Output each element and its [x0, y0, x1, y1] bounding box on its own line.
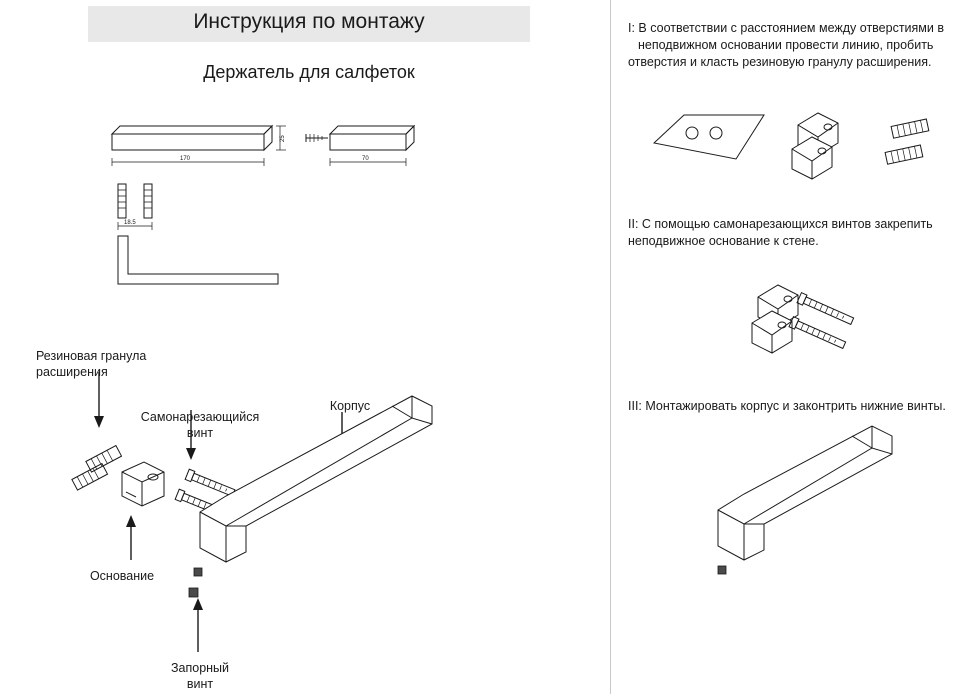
- arrow-base: [126, 515, 136, 560]
- callout-body: Корпус: [329, 399, 371, 413]
- base-blocks-step2: [752, 285, 798, 353]
- instruction-step-1: [628, 20, 968, 71]
- holder-outline-front-view: [118, 236, 278, 284]
- screws-step2: [789, 293, 854, 351]
- step-2-line-1: II: С помощью самонарезающихся винтов закрепить: [628, 217, 933, 231]
- base-blocks-part: [792, 113, 838, 179]
- dimension-height: [276, 126, 286, 150]
- exploded-assembly-drawing: [40, 340, 470, 660]
- arrow-granule: [94, 372, 104, 428]
- svg-text:70: 70: [362, 156, 369, 162]
- callout-base: Основание: [89, 569, 155, 583]
- callout-lock-screw: [140, 660, 260, 692]
- callout-screw-line1: Самонарезающийся: [140, 410, 260, 424]
- step-2-parts-drawing: [740, 275, 900, 380]
- step-3-assembly-drawing: [700, 420, 930, 580]
- svg-text:25: 25: [280, 135, 286, 142]
- technical-drawing-top: [100, 112, 420, 292]
- step-1-parts-drawing: [640, 105, 960, 195]
- step-3-line-1: III: Монтажировать корпус и законтрить нижние винты.: [628, 399, 946, 413]
- callout-screw-line2: винт: [186, 426, 214, 440]
- anchor-pair: [118, 184, 152, 230]
- step-1-line-3: отверстия и класть резиновую гранулу расширения.: [628, 55, 932, 69]
- instruction-step-2: [628, 216, 968, 250]
- bar-end-view: [330, 126, 414, 166]
- dimension-length: [112, 156, 264, 166]
- step-2-line-2: неподвижное основание к стене.: [628, 234, 819, 248]
- step-1-line-2: неподвижном основании провести линию, пробить: [638, 38, 934, 52]
- base-block-part: [122, 462, 164, 506]
- lock-screw-part: [189, 568, 202, 597]
- callout-granule-line2: расширения: [36, 365, 108, 379]
- column-divider: [610, 0, 611, 694]
- page-title: Инструкция по монтажу: [193, 10, 425, 33]
- callout-granule: [36, 348, 176, 380]
- callout-lock-line2: винт: [186, 677, 214, 691]
- granules-part: [885, 119, 929, 164]
- screw-small-icon: [306, 134, 328, 142]
- callout-granule-line1: Резиновая гранула: [36, 349, 147, 363]
- rubber-granule-part: [72, 446, 122, 491]
- callout-lock-line1: Запорный: [170, 661, 230, 675]
- lock-screw-step3: [718, 566, 726, 574]
- callout-screw: [130, 409, 270, 441]
- product-subtitle: Держатель для салфеток: [203, 62, 415, 82]
- instruction-step-3: [628, 398, 968, 415]
- bar-side-view: [112, 126, 272, 150]
- arrow-lock-screw: [193, 598, 203, 652]
- assembled-holder: [718, 426, 892, 560]
- step-1-line-1: I: В соответствии с расстоянием между отверстиями в: [628, 21, 944, 35]
- svg-text:18.5: 18.5: [124, 220, 136, 226]
- wall-plate-part: [654, 115, 764, 159]
- svg-text:170: 170: [180, 156, 191, 162]
